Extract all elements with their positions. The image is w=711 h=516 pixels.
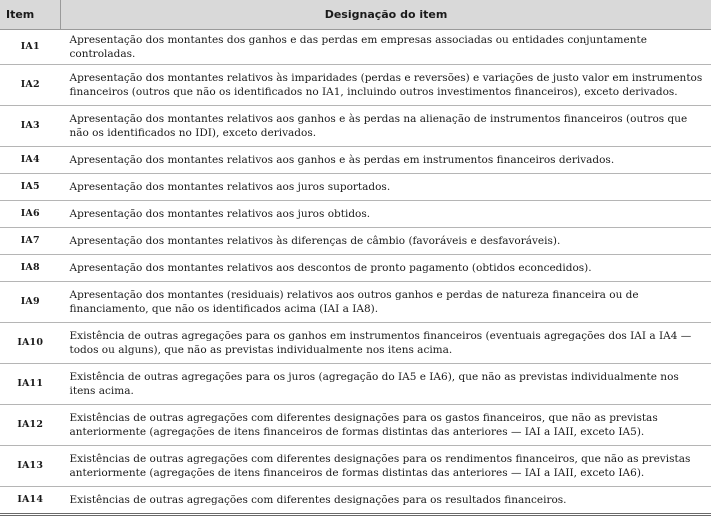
item-description: Apresentação dos montantes relativos aos ganhos e às perdas na alienação de instrumentos financeiros (outros que não os identificados no IDI), exceto derivados. <box>61 106 711 147</box>
table-row <box>0 30 711 65</box>
item-description: Apresentação dos montantes relativos aos juros suportados. <box>61 174 711 201</box>
item-description: Existências de outras agregações com diferentes designações para os resultados financeiros. <box>61 487 711 515</box>
table-row <box>0 65 711 106</box>
item-code: IA1 <box>0 30 61 65</box>
table-header-row <box>0 0 711 30</box>
designation-column-header: Designação do item <box>61 0 711 30</box>
item-code: IA3 <box>0 106 61 147</box>
item-column-header: Item <box>0 0 61 30</box>
table-row <box>0 255 711 282</box>
item-code: IA4 <box>0 147 61 174</box>
table-row <box>0 364 711 405</box>
item-code: IA6 <box>0 201 61 228</box>
table-row <box>0 405 711 446</box>
item-description: Existências de outras agregações com diferentes designações para os gastos financeiros, que não as previstas anteriormente (agregações de itens financeiros de formas distintas das anteriores — IAI a IAII, exceto IA5). <box>61 405 711 446</box>
table-row <box>0 147 711 174</box>
item-description: Apresentação dos montantes relativos aos descontos de pronto pagamento (obtidos econcedidos). <box>61 255 711 282</box>
table-row <box>0 487 711 515</box>
item-code: IA12 <box>0 405 61 446</box>
table-row <box>0 201 711 228</box>
table-row <box>0 323 711 364</box>
item-description: Apresentação dos montantes relativos às diferenças de câmbio (favoráveis e desfavoráveis). <box>61 228 711 255</box>
item-description: Apresentação dos montantes relativos às imparidades (perdas e reversões) e variações de justo valor em instrumentos financeiros (outros que não os identificados no IA1, incluindo outros investimentos financeiros), exceto derivados. <box>61 65 711 106</box>
item-code: IA10 <box>0 323 61 364</box>
item-description: Apresentação dos montantes relativos aos juros obtidos. <box>61 201 711 228</box>
item-description: Apresentação dos montantes (residuais) relativos aos outros ganhos e perdas de natureza financeira ou de financiamento, que não os identificados acima (IAI a IA8). <box>61 282 711 323</box>
item-code: IA7 <box>0 228 61 255</box>
item-description: Existência de outras agregações para os juros (agregação do IA5 e IA6), que não as previstas individualmente nos itens acima. <box>61 364 711 405</box>
item-description: Apresentação dos montantes dos ganhos e das perdas em empresas associadas ou entidades conjuntamente controladas. <box>61 30 711 65</box>
item-description: Existência de outras agregações para os ganhos em instrumentos financeiros (eventuais agregações dos IAI a IA4 — todos ou alguns), que não as previstas individualmente nos itens acima. <box>61 323 711 364</box>
item-code: IA5 <box>0 174 61 201</box>
table-row <box>0 228 711 255</box>
item-code: IA9 <box>0 282 61 323</box>
item-code: IA14 <box>0 487 61 515</box>
item-code: IA11 <box>0 364 61 405</box>
table-row <box>0 446 711 487</box>
item-description: Apresentação dos montantes relativos aos ganhos e às perdas em instrumentos financeiros derivados. <box>61 147 711 174</box>
table-row <box>0 282 711 323</box>
table-row <box>0 174 711 201</box>
item-code: IA2 <box>0 65 61 106</box>
table-row <box>0 106 711 147</box>
item-code: IA13 <box>0 446 61 487</box>
item-code: IA8 <box>0 255 61 282</box>
item-description: Existências de outras agregações com diferentes designações para os rendimentos financeiros, que não as previstas anteriormente (agregações de itens financeiros de formas distintas das anteriores — IAI a IAII, exceto IA6). <box>61 446 711 487</box>
